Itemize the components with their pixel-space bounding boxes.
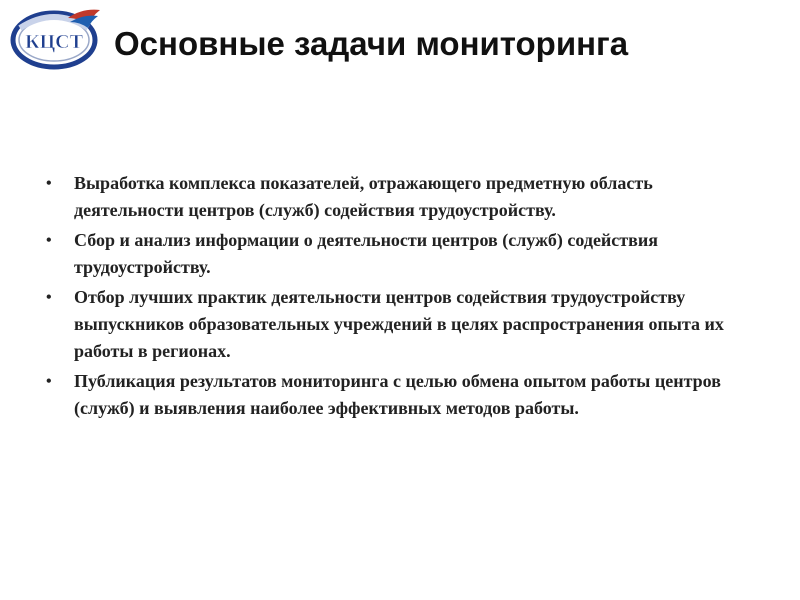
bullet-text: Отбор лучших практик деятельности центров содействия трудоустройству выпускников образовательных учреждений в целях распространения опыта их работы в регионах. [74, 287, 724, 361]
bullet-icon: • [46, 373, 52, 390]
bullet-list [44, 170, 724, 425]
list-item [44, 368, 724, 422]
list-item [44, 227, 724, 281]
list-item [44, 170, 724, 224]
kcst-logo-icon [8, 4, 106, 70]
bullet-text: Выработка комплекса показателей, отражающего предметную область деятельности центров (служб) содействия трудоустройству. [74, 173, 653, 220]
bullet-icon: • [46, 232, 52, 249]
page-title: Основные задачи мониторинга [114, 25, 629, 62]
bullet-text: Сбор и анализ информации о деятельности центров (служб) содействия трудоустройству. [74, 230, 658, 277]
bullet-text: Публикация результатов мониторинга с целью обмена опытом работы центров (служб) и выявления наиболее эффективных методов работы. [74, 371, 721, 418]
list-item [44, 284, 724, 365]
bullet-icon: • [46, 289, 52, 306]
logo-text: КЦСТ [25, 31, 83, 53]
bullet-icon: • [46, 175, 52, 192]
